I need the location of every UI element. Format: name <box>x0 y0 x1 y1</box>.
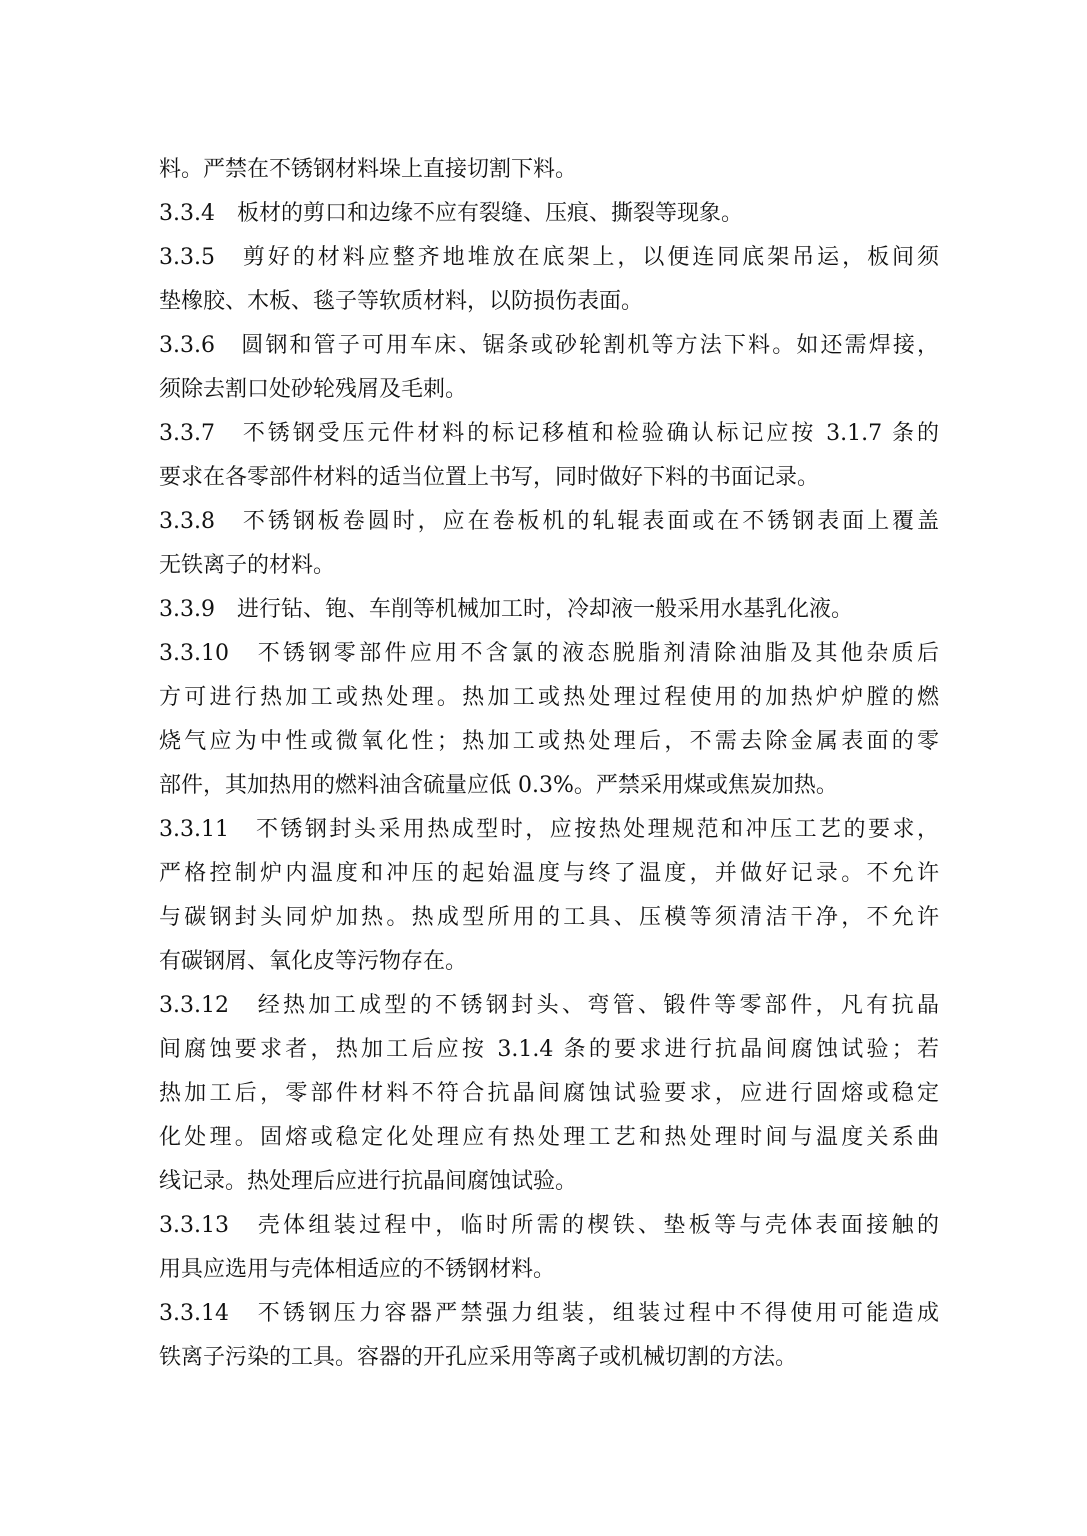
text-line: 3.3.10 不锈钢零部件应用不含氯的液态脱脂剂清除油脂及其他杂质后 <box>159 641 939 666</box>
document-page <box>159 148 939 1380</box>
text-line: 3.3.4 板材的剪口和边缘不应有裂缝、压痕、撕裂等现象。 <box>159 201 743 226</box>
text-line: 须除去割口处砂轮残屑及毛刺。 <box>159 377 468 402</box>
text-line: 3.3.13 壳体组装过程中，临时所需的楔铁、垫板等与壳体表面接触的 <box>159 1213 939 1238</box>
text-line: 3.3.8 不锈钢板卷圆时，应在卷板机的轧辊表面或在不锈钢表面上覆盖 <box>159 509 939 534</box>
text-line: 线记录。热处理后应进行抗晶间腐蚀试验。 <box>159 1169 578 1194</box>
text-line: 料。严禁在不锈钢材料垛上直接切割下料。 <box>159 157 578 182</box>
text-line: 要求在各零部件材料的适当位置上书写，同时做好下料的书面记录。 <box>159 465 820 490</box>
text-line: 3.3.11 不锈钢封头采用热成型时，应按热处理规范和冲压工艺的要求， <box>159 817 939 842</box>
text-line: 3.3.5 剪好的材料应整齐地堆放在底架上，以便连同底架吊运，板间须 <box>159 245 939 270</box>
text-line: 热加工后，零部件材料不符合抗晶间腐蚀试验要求，应进行固熔或稳定 <box>159 1081 939 1106</box>
text-line: 烧气应为中性或微氧化性；热加工或热处理后，不需去除金属表面的零 <box>159 729 939 754</box>
text-line: 与碳钢封头同炉加热。热成型所用的工具、压模等须清洁干净，不允许 <box>159 905 939 930</box>
text-line: 3.3.9 进行钻、铇、车削等机械加工时，冷却液一般采用水基乳化液。 <box>159 597 853 622</box>
text-line: 间腐蚀要求者，热加工后应按 3.1.4 条的要求进行抗晶间腐蚀试验；若 <box>159 1037 939 1062</box>
text-line: 3.3.12 经热加工成型的不锈钢封头、弯管、锻件等零部件，凡有抗晶 <box>159 993 939 1018</box>
text-line: 有碳钢屑、氧化皮等污物存在。 <box>159 949 468 974</box>
text-line: 3.3.7 不锈钢受压元件材料的标记移植和检验确认标记应按 3.1.7 条的 <box>159 421 939 446</box>
text-line: 3.3.14 不锈钢压力容器严禁强力组装，组装过程中不得使用可能造成 <box>159 1301 939 1326</box>
text-line: 方可进行热加工或热处理。热加工或热处理过程使用的加热炉炉膛的燃 <box>159 685 939 710</box>
text-line: 部件，其加热用的燃料油含硫量应低 0.3%。严禁采用煤或焦炭加热。 <box>159 773 838 798</box>
text-line: 垫橡胶、木板、毯子等软质材料，以防损伤表面。 <box>159 289 644 314</box>
text-line: 化处理。固熔或稳定化处理应有热处理工艺和热处理时间与温度关系曲 <box>159 1125 939 1150</box>
text-line: 用具应选用与壳体相适应的不锈钢材料。 <box>159 1257 556 1282</box>
text-line: 3.3.6 圆钢和管子可用车床、锯条或砂轮割机等方法下料。如还需焊接， <box>159 333 939 358</box>
text-line: 无铁离子的材料。 <box>159 553 336 578</box>
text-line: 严格控制炉内温度和冲压的起始温度与终了温度，并做好记录。不允许 <box>159 861 939 886</box>
text-line: 铁离子污染的工具。容器的开孔应采用等离子或机械切割的方法。 <box>159 1345 798 1370</box>
